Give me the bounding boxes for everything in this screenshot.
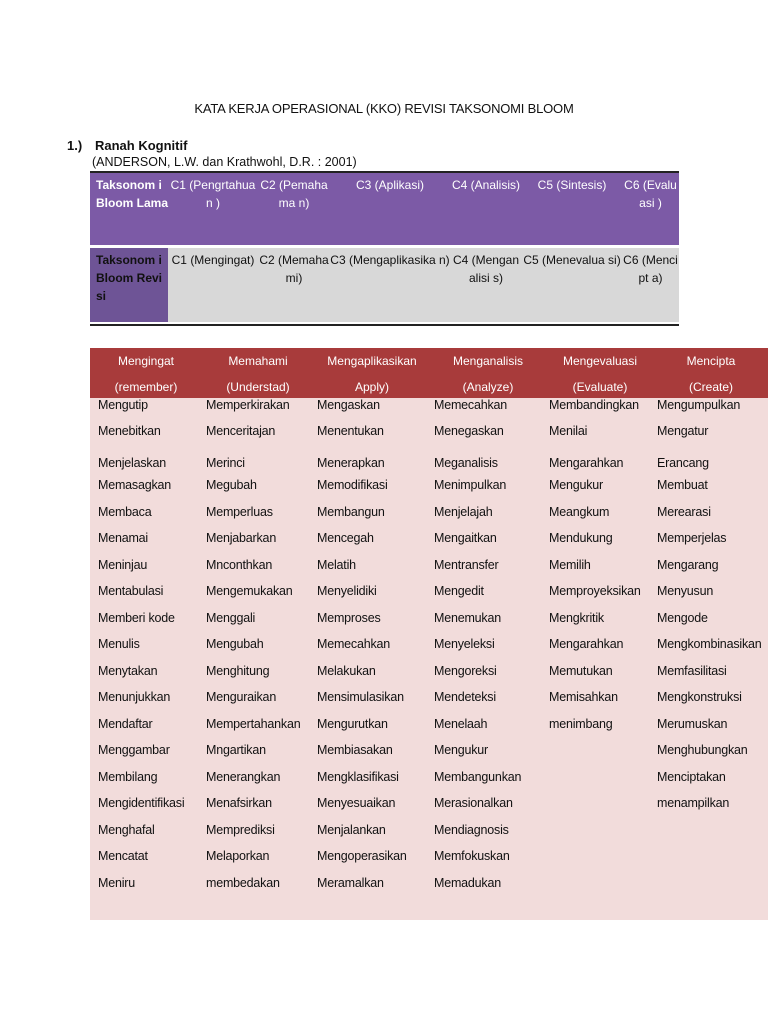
taxonomy-old-label: Taksonom i Bloom Lama (96, 178, 169, 210)
verb-cell: Memadukan (434, 876, 501, 890)
verb-cell: Mendeteksi (434, 690, 496, 704)
verb-cell: Memilih (549, 558, 591, 572)
taxonomy-new-cell: C1 (Mengingat) (171, 253, 255, 267)
taxonomy-old-cell: C2 (Pemahama n) (260, 178, 328, 210)
verb-header-subtitle: (Evaluate) (572, 380, 628, 394)
verb-cell: Mengarang (657, 558, 719, 572)
verb-cell: menampilkan (657, 796, 730, 810)
verb-cell: Menemukan (434, 611, 501, 625)
verb-cell: Menggambar (98, 743, 170, 757)
verb-cell: Mengurutkan (317, 717, 388, 731)
verb-cell: Erancang (657, 456, 709, 470)
verb-cell: Memperkirakan (206, 398, 290, 412)
verb-cell: Menjelaskan (98, 456, 166, 470)
verb-cell: Mengukur (434, 743, 488, 757)
verb-cell: Merumuskan (657, 717, 728, 731)
verb-cell: Meninjau (98, 558, 148, 572)
verb-cell: Mensimulasikan (317, 690, 404, 704)
verb-header-cell (314, 348, 430, 398)
verb-cell: Memprediksi (206, 823, 275, 837)
verb-cell: Meniru (98, 876, 136, 890)
verb-cell: Mengklasifikasi (317, 770, 399, 784)
verb-cell: Menerapkan (317, 456, 385, 470)
verb-cell: Menjabarkan (206, 531, 277, 545)
verb-cell: Membuat (657, 478, 708, 492)
verb-cell: Mendukung (549, 531, 613, 545)
verb-header-title: Mencipta (686, 354, 736, 368)
verb-cell: Mengatur (657, 424, 709, 438)
verb-cell: Mengkombinasikan (657, 637, 762, 651)
taxonomy-old-cell: C4 (Analisis) (451, 178, 520, 192)
verb-cell: Membandingkan (549, 398, 639, 412)
verb-cell: Memecahkan (434, 398, 508, 412)
verb-cell: Memodifikasi (317, 478, 388, 492)
verb-table (90, 348, 768, 920)
verb-header-title: Mengaplikasikan (327, 354, 417, 368)
verb-cell: Melatih (317, 558, 356, 572)
verb-cell: Mentabulasi (98, 584, 164, 598)
verb-cell: Melaporkan (206, 849, 270, 863)
reference-citation: (ANDERSON, L.W. dan Krathwohl, D.R. : 2001) (92, 155, 357, 169)
verb-cell: Memfasilitasi (657, 664, 727, 678)
verb-cell: Mengukur (549, 478, 603, 492)
verb-header-subtitle: (Create) (688, 380, 733, 394)
verb-header-title: Menganalisis (452, 354, 524, 368)
verb-cell: Mengaitkan (434, 531, 497, 545)
verb-table-header (90, 348, 768, 398)
verb-cell: Menyesuaikan (317, 796, 396, 810)
taxonomy-comparison-table (90, 171, 679, 326)
verb-cell: Merearasi (657, 505, 711, 519)
verb-header-cell (654, 348, 768, 398)
verb-header-cell (90, 348, 202, 398)
verb-cell: Menyeleksi (434, 637, 495, 651)
verb-cell: Merasionalkan (434, 796, 513, 810)
verb-cell: Menerangkan (206, 770, 281, 784)
verb-cell: Menulis (98, 637, 140, 651)
verb-cell: Meramalkan (317, 876, 384, 890)
verb-cell: Mempertahankan (206, 717, 301, 731)
verb-cell: Mengode (657, 611, 708, 625)
verb-cell: Mengedit (434, 584, 484, 598)
section-heading (67, 138, 187, 153)
verb-cell: Memisahkan (549, 690, 618, 704)
verb-cell: Membilang (98, 770, 158, 784)
taxonomy-old-cell: C6 (Evaluasi ) (624, 178, 677, 210)
verb-cell: membedakan (206, 876, 280, 890)
verb-cell: Mengemukakan (206, 584, 293, 598)
verb-cell: Mengkritik (549, 611, 604, 625)
verb-cell: Memutukan (549, 664, 613, 678)
taxonomy-old-cell: C5 (Sintesis) (537, 178, 607, 192)
verb-cell: Memberi kode (98, 611, 175, 625)
verb-cell: Mengidentifikasi (98, 796, 185, 810)
verb-cell: Menciptakan (657, 770, 726, 784)
verb-header-subtitle: (Understad) (226, 380, 290, 394)
section-number: 1.) (67, 138, 83, 153)
verb-header-subtitle: Apply) (354, 380, 389, 394)
verb-cell: Memperluas (206, 505, 273, 519)
verb-header-subtitle: (Analyze) (462, 380, 514, 394)
verb-header-subtitle: (remember) (114, 380, 178, 394)
taxonomy-row-old (90, 173, 679, 248)
section-label: Ranah Kognitif (95, 138, 188, 153)
verb-cell: Menentukan (317, 424, 384, 438)
verb-cell: Mencegah (317, 531, 374, 545)
verb-cell: Mencatat (98, 849, 148, 863)
taxonomy-new-label: Taksonom i Bloom Revisi (90, 248, 168, 322)
verb-cell: Mengutip (98, 398, 148, 412)
verb-cell: Membangun (317, 505, 385, 519)
verb-cell: Mendiagnosis (434, 823, 509, 837)
verb-header-title: Mengingat (117, 354, 175, 368)
verb-cell: Mngartikan (206, 743, 266, 757)
verb-cell: Mentransfer (434, 558, 499, 572)
verb-cell: Memfokuskan (434, 849, 510, 863)
verb-cell: Menelaah (434, 717, 488, 731)
verb-cell: Menghafal (98, 823, 155, 837)
verb-cell: Merinci (206, 456, 245, 470)
verb-cell: Mengarahkan (549, 637, 624, 651)
verb-cell: Mengubah (206, 637, 264, 651)
verb-cell: Mendaftar (98, 717, 153, 731)
verb-cell: Membiasakan (317, 743, 393, 757)
verb-cell: Membaca (98, 505, 152, 519)
verb-header-cell (202, 348, 314, 398)
verb-cell: Menguraikan (206, 690, 277, 704)
verb-cell: Menamai (98, 531, 149, 545)
taxonomy-new-cell: C2 (Memahami) (259, 253, 329, 285)
verb-cell: Menjelajah (434, 505, 493, 519)
verb-cell: Memasagkan (98, 478, 172, 492)
verb-cell: Mengumpulkan (657, 398, 741, 412)
taxonomy-new-cell: C3 (Mengaplikasika n) (330, 253, 450, 267)
verb-cell: Menyusun (657, 584, 714, 598)
verb-cell: Mengoreksi (434, 664, 497, 678)
verb-cell: Meganalisis (434, 456, 498, 470)
taxonomy-row-new (90, 248, 679, 322)
taxonomy-new-cell: C5 (Menevalua si) (523, 253, 621, 267)
verb-header-title: Mengevaluasi (562, 354, 638, 368)
verb-cell: Mengarahkan (549, 456, 624, 470)
verb-cell: Megubah (206, 478, 257, 492)
verb-cell: Menghitung (206, 664, 270, 678)
verb-cell: Menceritajan (206, 424, 276, 438)
taxonomy-new-cell: C6 (Mencipt a) (623, 253, 678, 285)
page-title: KATA KERJA OPERASIONAL (KKO) REVISI TAKSONOMI BLOOM (194, 101, 574, 116)
verb-cell: menimbang (549, 717, 613, 731)
verb-cell: Meangkum (549, 505, 610, 519)
verb-cell: Menegaskan (434, 424, 504, 438)
verb-cell: Mnconthkan (206, 558, 273, 572)
taxonomy-old-cell: C3 (Aplikasi) (355, 178, 424, 192)
verb-cell: Membangunkan (434, 770, 522, 784)
verb-header-cell (546, 348, 654, 398)
verb-cell: Menilai (549, 424, 588, 438)
verb-cell: Menghubungkan (657, 743, 748, 757)
verb-cell: Menunjukkan (98, 690, 171, 704)
taxonomy-old-cell: C1 (Pengrtahuan ) (170, 178, 256, 210)
verb-cell: Memproyeksikan (549, 584, 641, 598)
verb-cell: Mengoperasikan (317, 849, 407, 863)
verb-cell: Menebitkan (98, 424, 161, 438)
verb-cell: Menggali (206, 611, 256, 625)
verb-cell: Melakukan (317, 664, 376, 678)
verb-cell: Mengkonstruksi (657, 690, 742, 704)
verb-cell: Menjalankan (317, 823, 386, 837)
verb-header-cell (430, 348, 546, 398)
taxonomy-new-cell: C4 (Menganalisi s) (452, 253, 520, 285)
verb-cell: Mengaskan (317, 398, 380, 412)
verb-cell: Memperjelas (657, 531, 727, 545)
verb-cell: Menimpulkan (434, 478, 507, 492)
verb-cell: Menafsirkan (206, 796, 272, 810)
verb-cell: Memecahkan (317, 637, 391, 651)
verb-cell: Menyelidiki (317, 584, 377, 598)
verb-cell: Menytakan (98, 664, 158, 678)
verb-header-title: Memahami (228, 354, 288, 368)
verb-cell: Memproses (317, 611, 381, 625)
